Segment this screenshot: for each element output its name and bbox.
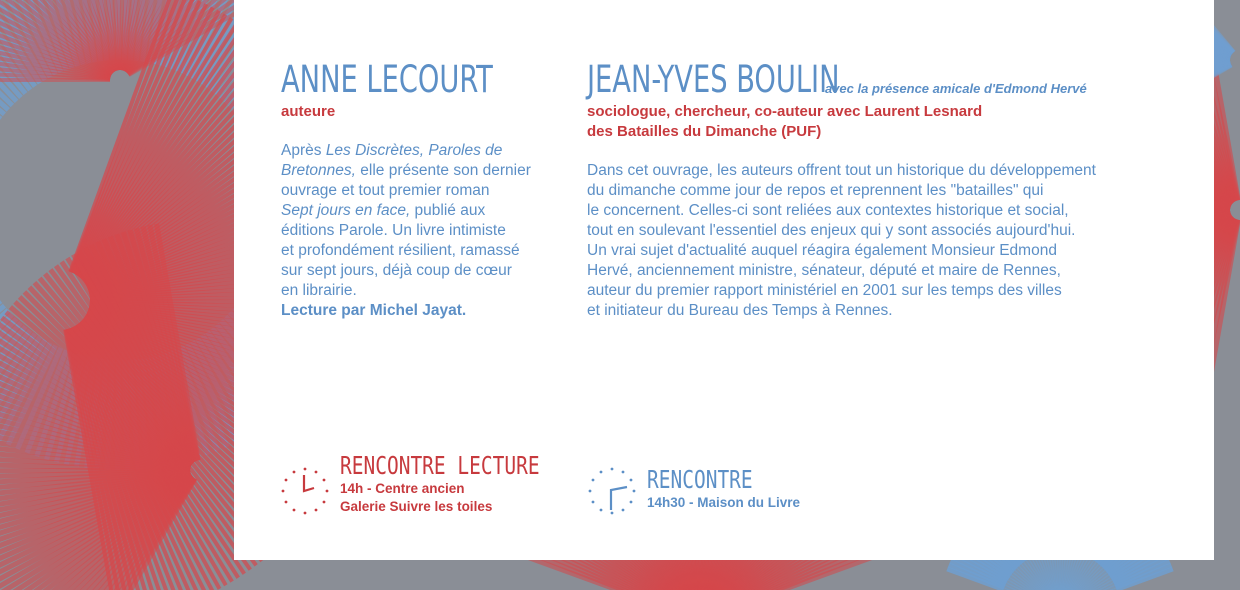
role-line: sociologue, chercheur, co-auteur avec Laurent Lesnard (587, 103, 983, 120)
right-author-heading (587, 60, 1187, 100)
event-details (647, 494, 800, 512)
desc-text: publié aux (410, 202, 486, 219)
book-title-2: Sept jours en face, (281, 202, 411, 219)
event-time-place: 14h - Centre ancien (340, 481, 465, 496)
book-title-1-cont: Bretonnes, (281, 162, 356, 179)
desc-line: tout en soulevant l'essentiel des enjeux qui y sont associés aujourd'hui. (587, 222, 1076, 239)
clock-icon (280, 466, 330, 516)
desc-text: éditions Parole. Un livre intimiste (281, 222, 506, 239)
desc-line: Hervé, anciennement ministre, sénateur, député et maire de Rennes, (587, 262, 1061, 279)
desc-line: Un vrai sujet d'actualité auquel réagira également Monsieur Edmond (587, 242, 1057, 259)
event-card (234, 0, 1214, 560)
reading-credit: Lecture par Michel Jayat. (281, 302, 467, 319)
left-author-column (281, 60, 581, 321)
desc-text: en librairie. (281, 282, 357, 299)
clock-icon (587, 466, 637, 516)
role-line: des Batailles du Dimanche (PUF) (587, 123, 822, 140)
desc-text: et profondément résilient, ramassé (281, 242, 520, 259)
guest-note: avec la présence amicale d'Edmond Hervé (824, 81, 1087, 96)
desc-text: elle présente son dernier (355, 162, 531, 179)
desc-text: Après (281, 142, 326, 159)
book-title-1: Les Discrètes, Paroles de (325, 142, 503, 159)
desc-line: auteur du premier rapport ministériel en 2001 sur les temps des villes (587, 282, 1062, 299)
left-author-description (281, 141, 581, 321)
event-time-place: 14h30 - Maison du Livre (647, 495, 801, 510)
event-title: RENCONTRE LECTURE (340, 451, 540, 480)
left-author-role: auteure (281, 103, 336, 120)
event-title: RENCONTRE (647, 465, 753, 494)
desc-line: du dimanche comme jour de repos et reprennent les "batailles" qui (587, 182, 1044, 199)
desc-line: le concernent. Celles-ci sont reliées aux contextes historique et social, (587, 202, 1069, 219)
right-author-description (587, 161, 1187, 321)
desc-text: sur sept jours, déjà coup de cœur (281, 262, 512, 279)
right-author-role (587, 102, 1187, 142)
event-details (340, 480, 596, 516)
left-author-name: ANNE LECOURT (281, 58, 493, 101)
desc-text: ouvrage et tout premier roman (281, 182, 490, 199)
desc-line: et initiateur du Bureau des Temps à Rennes. (587, 302, 893, 319)
desc-line: Dans cet ouvrage, les auteurs offrent tout un historique du développement (587, 162, 1096, 179)
event-venue: Galerie Suivre les toiles (340, 499, 493, 514)
right-author-name: JEAN-YVES BOULIN (587, 58, 840, 101)
event-rencontre-lecture (280, 452, 596, 516)
right-author-column (587, 60, 1187, 321)
event-rencontre (587, 466, 800, 512)
